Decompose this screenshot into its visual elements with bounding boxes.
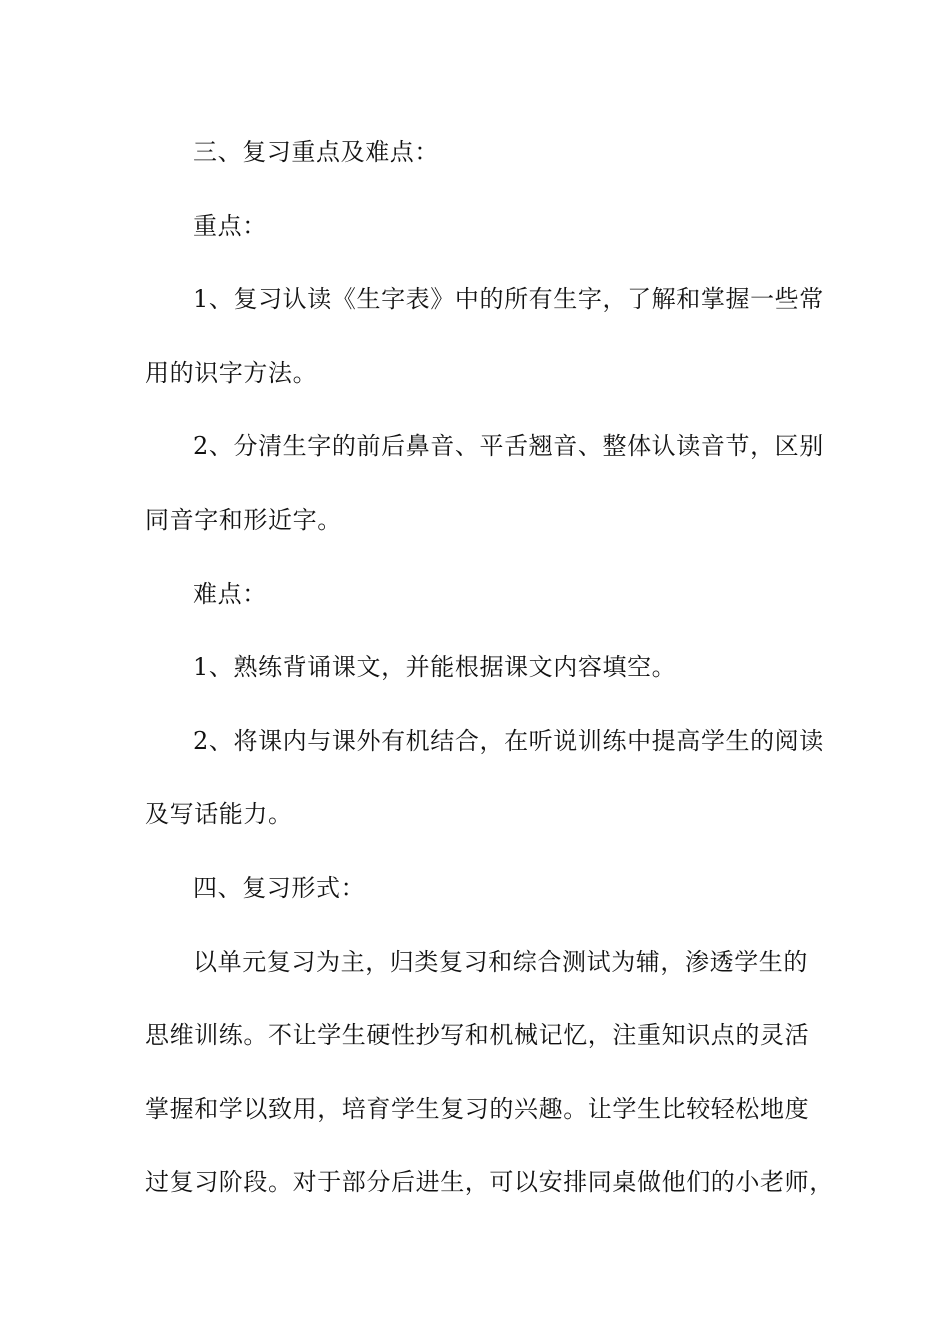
paragraph-line: 2、分清生字的前后鼻音、平舌翘音、整体认读音节，区别 bbox=[193, 432, 824, 461]
paragraph-line: 1、复习认读《生字表》中的所有生字，了解和掌握一些常 bbox=[193, 285, 824, 314]
paragraph-line: 2、将课内与课外有机结合，在听说训练中提高学生的阅读 bbox=[193, 726, 824, 755]
paragraph-line: 以单元复习为主，归类复习和综合测试为辅，渗透学生的 bbox=[193, 947, 808, 976]
paragraph-line: 及写话能力。 bbox=[145, 800, 293, 829]
subheading-key-points: 重点： bbox=[193, 211, 267, 240]
paragraph-line: 1、熟练背诵课文，并能根据课文内容填空。 bbox=[193, 653, 677, 682]
paragraph-line: 思维训练。不让学生硬性抄写和机械记忆，注重知识点的灵活 bbox=[145, 1021, 810, 1050]
paragraph-line: 同音字和形近字。 bbox=[145, 505, 342, 534]
paragraph-line: 掌握和学以致用，培育学生复习的兴趣。让学生比较轻松地度 bbox=[145, 1094, 810, 1123]
section-heading-review-form: 四、复习形式： bbox=[193, 873, 366, 902]
paragraph-line: 过复习阶段。对于部分后进生，可以安排同桌做他们的小老师， bbox=[145, 1168, 834, 1197]
subheading-difficulties: 难点： bbox=[193, 579, 267, 608]
paragraph-line: 用的识字方法。 bbox=[145, 358, 318, 387]
section-heading-review-focus: 三、复习重点及难点： bbox=[193, 138, 439, 166]
document-body bbox=[145, 124, 834, 1228]
